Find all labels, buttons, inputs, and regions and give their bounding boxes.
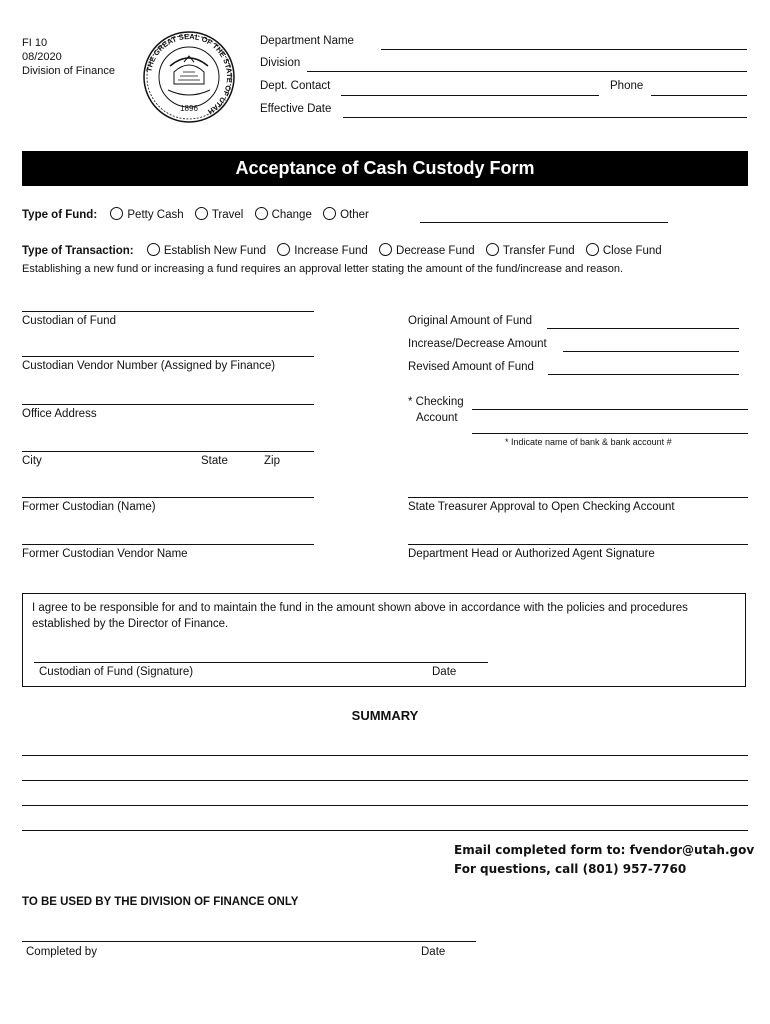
transaction-row xyxy=(22,243,662,257)
seal-year: 1896 xyxy=(180,104,198,113)
radio-icon[interactable] xyxy=(379,243,392,256)
fund-type-row xyxy=(22,207,369,221)
form-date: 08/2020 xyxy=(22,51,62,63)
revised-amount-label: Revised Amount of Fund xyxy=(408,361,534,373)
custodian-label: Custodian of Fund xyxy=(22,315,116,327)
radio-icon[interactable] xyxy=(323,207,336,220)
agreement-box xyxy=(22,593,746,687)
city-label: City xyxy=(22,455,42,467)
effective-date-label: Effective Date xyxy=(260,103,332,115)
fund-option-petty-cash[interactable]: Petty Cash xyxy=(110,207,183,221)
treasurer-approval-field[interactable] xyxy=(408,497,748,498)
radio-icon[interactable] xyxy=(277,243,290,256)
summary-line[interactable] xyxy=(22,805,748,806)
agreement-text: I agree to be responsible for and to maintain the fund in the amount shown above in accordance with the policies and procedures established by the Director of Finance. xyxy=(32,602,688,630)
finance-date-label: Date xyxy=(421,946,446,958)
finance-only-heading: TO BE USED BY THE DIVISION OF FINANCE ONLY xyxy=(22,896,299,908)
dept-head-signature-field[interactable] xyxy=(408,544,748,545)
fund-option-other[interactable]: Other xyxy=(323,207,369,221)
checking-label: * Checking xyxy=(408,396,464,408)
effective-date-field[interactable] xyxy=(343,117,747,118)
form-id-block xyxy=(22,36,115,78)
bank-account-field[interactable] xyxy=(472,433,748,434)
custodian-signature-label: Custodian of Fund (Signature) xyxy=(39,666,194,678)
former-vendor-field[interactable] xyxy=(22,544,314,545)
former-custodian-field[interactable] xyxy=(22,497,314,498)
treasurer-approval-label: State Treasurer Approval to Open Checking Account xyxy=(408,501,675,513)
account-label: Account xyxy=(416,412,458,424)
completed-by-label: Completed by xyxy=(26,946,97,958)
radio-icon[interactable] xyxy=(255,207,268,220)
transaction-option-decrease[interactable]: Decrease Fund xyxy=(379,243,475,257)
office-address-field[interactable] xyxy=(22,404,314,405)
division-label: Division xyxy=(260,57,301,69)
fund-option-travel[interactable]: Travel xyxy=(195,207,244,221)
custodian-field[interactable] xyxy=(22,311,314,312)
dept-name-field[interactable] xyxy=(381,49,747,50)
radio-icon[interactable] xyxy=(147,243,160,256)
contact-email-line: Email completed form to: fvendor@utah.gov xyxy=(454,843,755,857)
completed-by-field[interactable] xyxy=(22,941,476,942)
transaction-option-close[interactable]: Close Fund xyxy=(586,243,662,257)
transaction-note: Establishing a new fund or increasing a fund requires an approval letter stating the amount of the fund/increase and reason. xyxy=(22,263,624,275)
seal-text: THE GREAT SEAL OF THE STATE OF UTAH xyxy=(144,31,235,117)
summary-heading: SUMMARY xyxy=(351,708,419,723)
vendor-number-field[interactable] xyxy=(22,356,314,357)
agreement-date-label: Date xyxy=(432,666,457,678)
radio-icon[interactable] xyxy=(195,207,208,220)
dept-contact-label: Dept. Contact xyxy=(260,80,331,92)
original-amount-field[interactable] xyxy=(547,328,739,329)
fund-option-change[interactable]: Change xyxy=(255,207,312,221)
fund-other-field[interactable] xyxy=(420,222,668,223)
change-amount-label: Increase/Decrease Amount xyxy=(408,338,547,350)
transaction-option-establish[interactable]: Establish New Fund xyxy=(147,243,266,257)
dept-contact-field[interactable] xyxy=(341,95,599,96)
zip-label: Zip xyxy=(264,455,280,467)
custodian-signature-field[interactable] xyxy=(34,662,488,663)
dept-name-label: Department Name xyxy=(260,35,354,47)
transaction-option-increase[interactable]: Increase Fund xyxy=(277,243,368,257)
form-division: Division of Finance xyxy=(22,65,115,77)
phone-field[interactable] xyxy=(651,95,747,96)
office-address-label: Office Address xyxy=(22,408,97,420)
dept-head-signature-label: Department Head or Authorized Agent Signature xyxy=(408,548,655,560)
summary-line[interactable] xyxy=(22,830,748,831)
radio-icon[interactable] xyxy=(110,207,123,220)
radio-icon[interactable] xyxy=(486,243,499,256)
division-field[interactable] xyxy=(307,71,747,72)
bank-note: * Indicate name of bank & bank account # xyxy=(505,437,672,447)
change-amount-field[interactable] xyxy=(563,351,739,352)
state-label: State xyxy=(201,455,228,467)
fund-type-label: Type of Fund: xyxy=(22,209,98,221)
revised-amount-field[interactable] xyxy=(548,374,739,375)
former-custodian-label: Former Custodian (Name) xyxy=(22,501,156,513)
radio-icon[interactable] xyxy=(586,243,599,256)
form-id: FI 10 xyxy=(22,37,48,49)
summary-line[interactable] xyxy=(22,755,748,756)
transaction-label: Type of Transaction: xyxy=(22,245,134,257)
phone-label: Phone xyxy=(610,80,644,92)
former-vendor-label: Former Custodian Vendor Name xyxy=(22,548,188,560)
vendor-number-label: Custodian Vendor Number (Assigned by Finance) xyxy=(22,360,276,372)
original-amount-label: Original Amount of Fund xyxy=(408,315,533,327)
checking-account-field[interactable] xyxy=(472,409,748,410)
summary-line[interactable] xyxy=(22,780,748,781)
contact-phone-line: For questions, call (801) 957-7760 xyxy=(454,862,687,876)
state-seal-icon xyxy=(140,30,238,124)
transaction-option-transfer[interactable]: Transfer Fund xyxy=(486,243,575,257)
form-title: Acceptance of Cash Custody Form xyxy=(22,151,748,186)
city-state-zip-field[interactable] xyxy=(22,451,314,452)
